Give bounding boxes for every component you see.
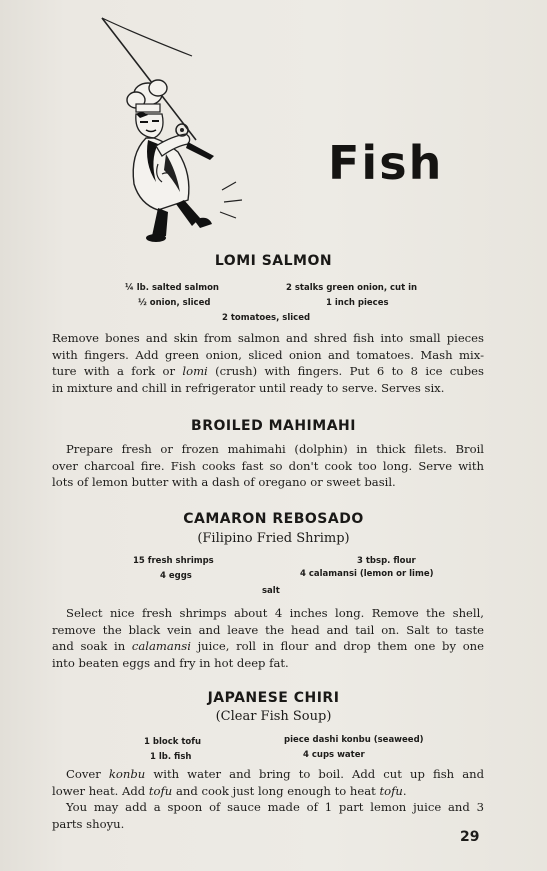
ingredient: ½ onion, sliced bbox=[138, 298, 211, 308]
directions-line: into beaten eggs and fry in hot deep fat. bbox=[52, 655, 289, 670]
directions-line: remove the black vein and leave the head and tail on. Salt to taste bbox=[52, 622, 484, 637]
page-number: 29 bbox=[460, 829, 480, 845]
recipe-title-japanese-chiri: JAPANESE CHIRI bbox=[207, 690, 340, 706]
ingredient: 4 calamansi (lemon or lime) bbox=[300, 569, 434, 579]
recipe-title-camaron-rebosado: CAMARON REBOSADO bbox=[183, 511, 364, 527]
recipe-subtitle: (Filipino Fried Shrimp) bbox=[197, 531, 350, 546]
recipe-subtitle: (Clear Fish Soup) bbox=[215, 709, 332, 724]
directions-line: Select nice fresh shrimps about 4 inches long. Remove the shell, bbox=[66, 606, 484, 620]
recipe-directions bbox=[52, 766, 484, 832]
ingredient: 3 tbsp. flour bbox=[357, 556, 416, 566]
directions-line: parts shoyu. bbox=[52, 816, 125, 831]
ingredient: salt bbox=[262, 586, 280, 596]
directions-line: Prepare fresh or frozen mahimahi (dolphin) in thick filets. Broil bbox=[66, 442, 484, 456]
directions-line: Cover konbu with water and bring to boil. Add cut up fish and bbox=[66, 767, 484, 781]
ingredient: 15 fresh shrimps bbox=[133, 556, 214, 566]
directions-line: You may add a spoon of sauce made of 1 part lemon juice and 3 bbox=[66, 800, 484, 815]
directions-line: with fingers. Add green onion, sliced onion and tomatoes. Mash mix- bbox=[52, 347, 484, 362]
recipe-directions bbox=[52, 330, 484, 396]
chef-fishing-illustration bbox=[96, 14, 256, 246]
ingredient: piece dashi konbu (seaweed) bbox=[284, 735, 424, 745]
directions-line: Remove bones and skin from salmon and shred fish into small pieces bbox=[52, 331, 484, 345]
directions-line: in mixture and chill in refrigerator until ready to serve. Serves six. bbox=[52, 380, 445, 395]
directions-line: and soak in calamansi juice, roll in flour and drop them one by one bbox=[52, 639, 484, 654]
ingredient: 2 tomatoes, sliced bbox=[222, 313, 311, 323]
directions-line: ture with a fork or lomi (crush) with fingers. Put 6 to 8 ice cubes bbox=[52, 364, 484, 379]
ingredient: 1 inch pieces bbox=[326, 298, 389, 308]
recipe-title-broiled-mahimahi: BROILED MAHIMAHI bbox=[191, 418, 356, 434]
ingredient: 1 block tofu bbox=[144, 737, 202, 747]
ingredient: 1 lb. fish bbox=[150, 752, 192, 762]
directions-line: lots of lemon butter with a dash of oregano or sweet basil. bbox=[52, 475, 396, 490]
recipe-directions bbox=[52, 605, 484, 671]
recipe-directions bbox=[52, 441, 484, 491]
ingredient: 4 cups water bbox=[303, 750, 365, 760]
recipe-title-lomi-salmon: LOMI SALMON bbox=[214, 253, 333, 269]
ingredient: 2 stalks green onion, cut in bbox=[286, 283, 418, 293]
directions-line: over charcoal fire. Fish cooks fast so don't cook too long. Serve with bbox=[52, 458, 484, 473]
ingredient: ¼ lb. salted salmon bbox=[125, 283, 219, 293]
ingredient: 4 eggs bbox=[160, 571, 192, 581]
directions-line: lower heat. Add tofu and cook just long enough to heat tofu. bbox=[52, 783, 407, 798]
chapter-title: Fish bbox=[328, 136, 444, 190]
